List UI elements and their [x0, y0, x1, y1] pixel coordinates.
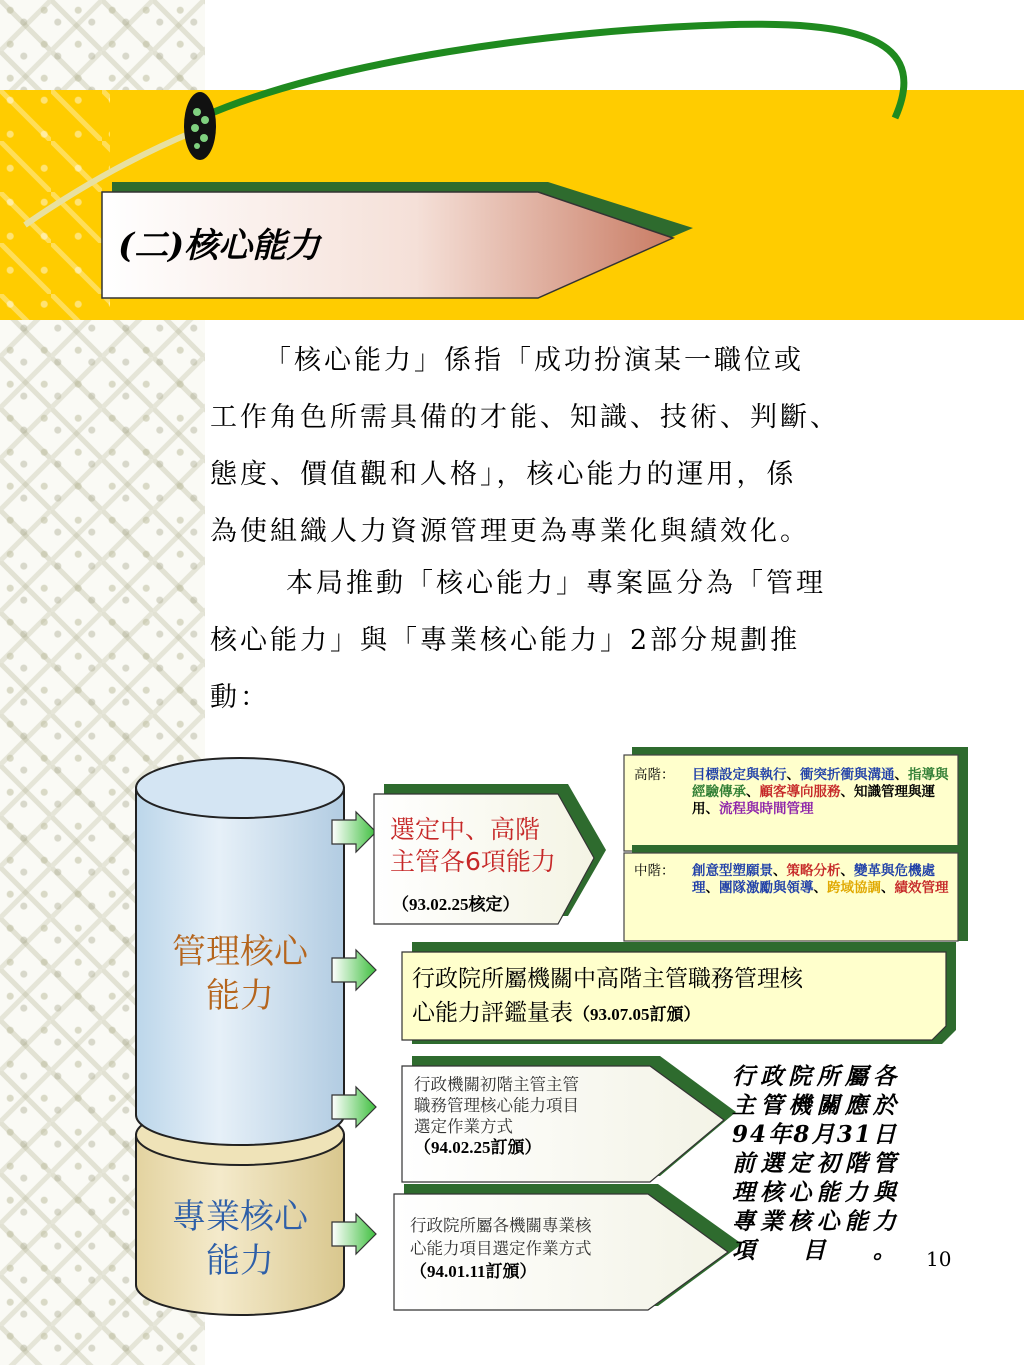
project-paragraph — [210, 555, 950, 726]
competency-item: 流程與時間管理 — [719, 801, 814, 817]
page-number: 10 — [926, 1247, 952, 1271]
senior-level-header: 高階： — [634, 767, 675, 783]
competency-item: 跨域協調 — [827, 880, 881, 896]
middle-level-header: 中階： — [634, 863, 675, 879]
senior-level-box — [634, 767, 954, 847]
competency-item: 變革與危機處理 — [692, 863, 935, 896]
section-title: (二)核心能力 — [118, 226, 321, 266]
competency-item: 績效管理 — [894, 880, 949, 896]
paragraph-line: 動： — [210, 682, 270, 713]
competency-item: 顧客導向服務 — [759, 784, 841, 800]
competency-item: 創意型塑願景 — [692, 863, 773, 879]
paragraph-line: 態度、價值觀和人格」，核心能力的運用，係 — [210, 459, 797, 490]
paragraph-line: 為使組織人力資源管理更為專業化與績效化。 — [210, 516, 810, 547]
management-core-label: 管理核心 能力 — [172, 932, 308, 1016]
competency-item: 團隊激勵與領導 — [719, 880, 814, 896]
professional-core-label: 專業核心 能力 — [172, 1197, 308, 1281]
competency-item: 策略分析 — [786, 863, 841, 879]
competency-item: 指導與經驗傳承 — [692, 767, 949, 800]
middle-level-box — [634, 863, 954, 939]
professional-box-date: （94.01.11訂頒） — [410, 1262, 537, 1281]
paragraph-line: 核心能力」與「專業核心能力」2部分規劃推 — [210, 625, 801, 656]
arrow-right-icon — [330, 1212, 380, 1256]
competency-item: 知識管理與運用 — [692, 784, 935, 817]
competency-item: 目標設定與執行 — [692, 767, 787, 783]
select-box-text: 選定中、高階 主管各6項能力 — [390, 815, 556, 876]
evaluation-date: （93.07.05訂頒） — [573, 1005, 701, 1024]
definition-paragraph — [210, 332, 950, 560]
evaluation-box-text: 行政院所屬機關中高階主管職務管理核 心能力評鑑量表（93.07.05訂頒） — [412, 966, 803, 1026]
arrow-right-icon — [330, 1085, 380, 1129]
oval-emblem — [184, 92, 216, 160]
deadline-note: 行政院所屬各主管機關應於94年8月31日前選定初階管理核心能力與專業核心能力項目。 — [732, 1063, 898, 1264]
paragraph-line: 工作角色所需具備的才能、知識、技術、判斷、 — [210, 402, 840, 433]
paragraph-line: 本局推動「核心能力」專案區分為「管理 — [286, 568, 826, 599]
junior-box-text: 行政機關初階主管主管 職務管理核心能力項目 選定作業方式 （94.02.25訂頒） — [414, 1074, 654, 1158]
middle-level-items: 創意型塑願景、策略分析、變革與危機處理、團隊激勵與領導、跨域協調、績效管理 — [692, 863, 949, 896]
arrow-right-icon — [330, 948, 380, 992]
competency-item: 衝突折衝與溝通 — [800, 767, 895, 783]
senior-level-items: 目標設定與執行、衝突折衝與溝通、指導與經驗傳承、顧客導向服務、知識管理與運用、流程與時間管理 — [692, 767, 949, 817]
select-box-date: （93.02.25核定） — [392, 895, 520, 914]
professional-box-text: 行政院所屬各機關專業核 心能力項目選定作業方式 （94.01.11訂頒） — [410, 1214, 670, 1283]
paragraph-line: 「核心能力」係指「成功扮演某一職位或 — [264, 345, 804, 376]
junior-box-date: （94.02.25訂頒） — [414, 1138, 542, 1157]
